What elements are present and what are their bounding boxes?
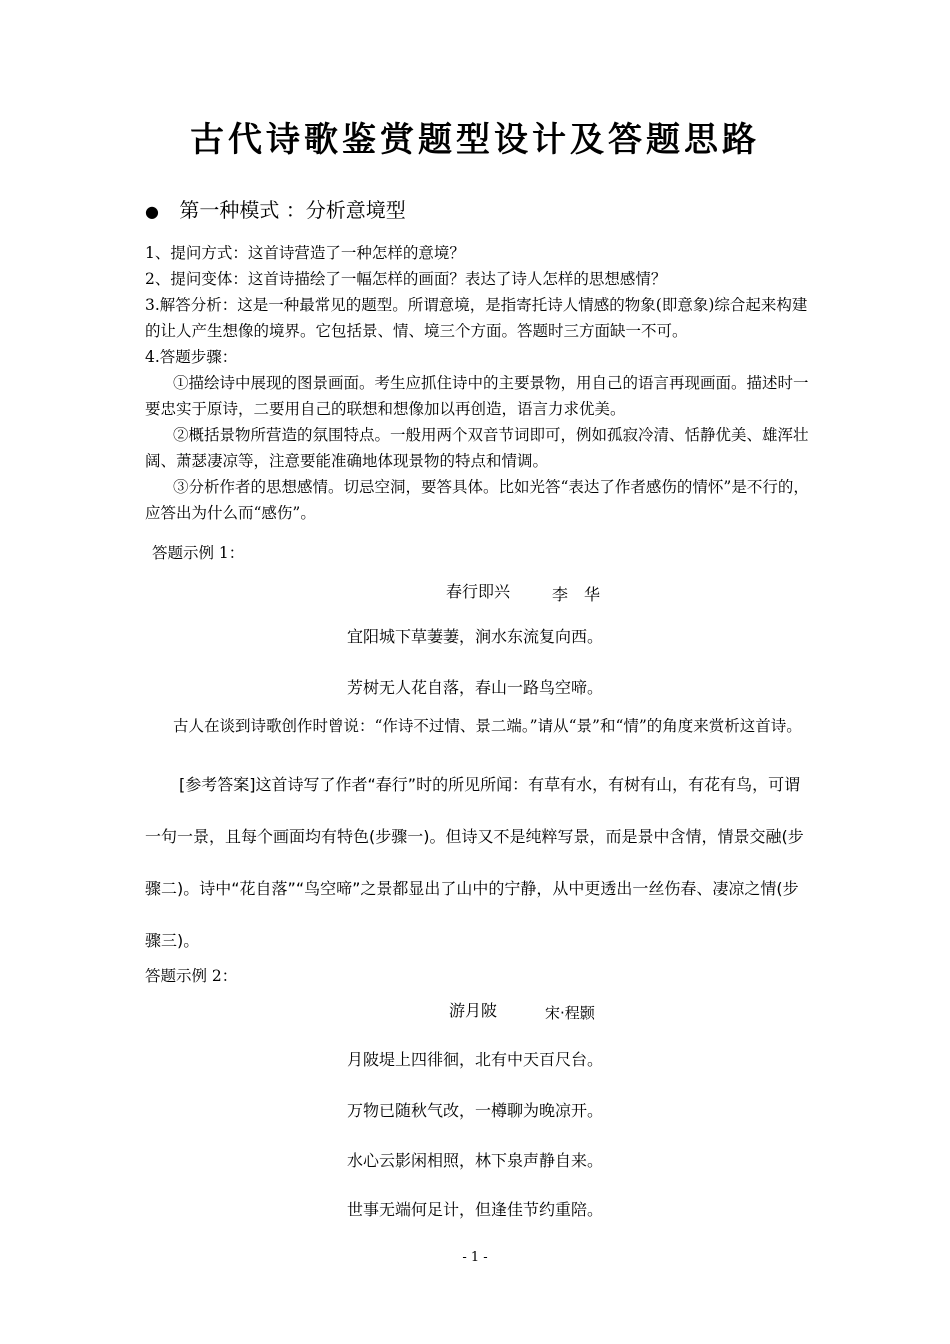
page-title: 古代诗歌鉴赏题型设计及答题思路 — [190, 120, 760, 160]
example-2-author: 宋·程颢 — [545, 1004, 595, 1022]
question-variant: 2、提问变体：这首诗描绘了一幅怎样的画面？表达了诗人怎样的思想感情？ — [145, 270, 667, 288]
answer-analysis: 3.解答分析：这是一种最常见的题型。所谓意境，是指寄托诗人情感的物象(即意象)综合起来构建的让人产生想像的境界。它包括景、情、境三个方面。答题时三方面缺一不可。 — [145, 296, 808, 340]
bullet-icon: ● — [145, 202, 159, 221]
step-two: ②概括景物所营造的氛围特点。一般用两个双音节词即可，例如孤寂冷清、恬静优美、雄浑壮阔、萧瑟凄凉等，注意要能准确地体现景物的特点和情调。 — [145, 426, 809, 470]
step-one: ①描绘诗中展现的图景画面。考生应抓住诗中的主要景物，用自己的语言再现画面。描述时一要忠实于原诗，二要用自己的联想和想像加以再创造，语言力求优美。 — [145, 374, 809, 418]
intro-block — [145, 240, 810, 526]
example-1-answer-text: [参考答案]这首诗写了作者“春行”时的所见所闻：有草有水，有树有山，有花有鸟，可谓一句一景，且每个画面均有特色(步骤一)。但诗又不是纯粹写景，而是景中含情，情景交融(步骤二)。诗中“花自落”“鸟空啼”之景都显出了山中的宁静，从中更透出一丝伤春、凄凉之情(步骤三)。 — [145, 775, 804, 950]
example-1-poem-line: 宜阳城下草萋萋，涧水东流复向西。 — [346, 627, 603, 646]
example-2-poem-line: 万物已随秋气改，一樽聊为晚凉开。 — [346, 1101, 603, 1120]
question-method: 1、提问方式：这首诗营造了一种怎样的意境？ — [145, 244, 465, 262]
example-2-poem-line: 月陂堤上四徘徊，北有中天百尺台。 — [346, 1050, 603, 1069]
example-1-label: 答题示例 1： — [152, 544, 245, 562]
example-1-poem-title: 春行即兴 — [446, 582, 511, 601]
example-2-poem-line: 世事无端何足计，但逢佳节约重陪。 — [346, 1200, 603, 1219]
example-2-poem-line: 水心云影闲相照，林下泉声静自来。 — [346, 1151, 603, 1170]
example-1-poem-line: 芳树无人花自落，春山一路鸟空啼。 — [346, 678, 603, 697]
example-1-answer — [145, 759, 810, 967]
example-1-author: 李 华 — [552, 585, 601, 604]
example-2-poem-title: 游月陂 — [449, 1001, 498, 1020]
section-heading-text: 第一种模式 ：分析意境型 — [179, 198, 406, 222]
example-2-label: 答题示例 2： — [145, 967, 238, 985]
answer-steps-heading: 4.答题步骤： — [145, 348, 238, 366]
example-1-question: 古人在谈到诗歌创作时曾说：“作诗不过情、景二端。”请从“景”和“情”的角度来赏析这首诗。 — [173, 717, 802, 735]
section-heading — [145, 194, 406, 223]
page-number: - 1 - — [462, 1250, 488, 1265]
step-three: ③分析作者的思想感情。切忌空洞，要答具体。比如光答“表达了作者感伤的情怀”是不行的，应答出为什么而“感伤”。 — [145, 478, 809, 522]
